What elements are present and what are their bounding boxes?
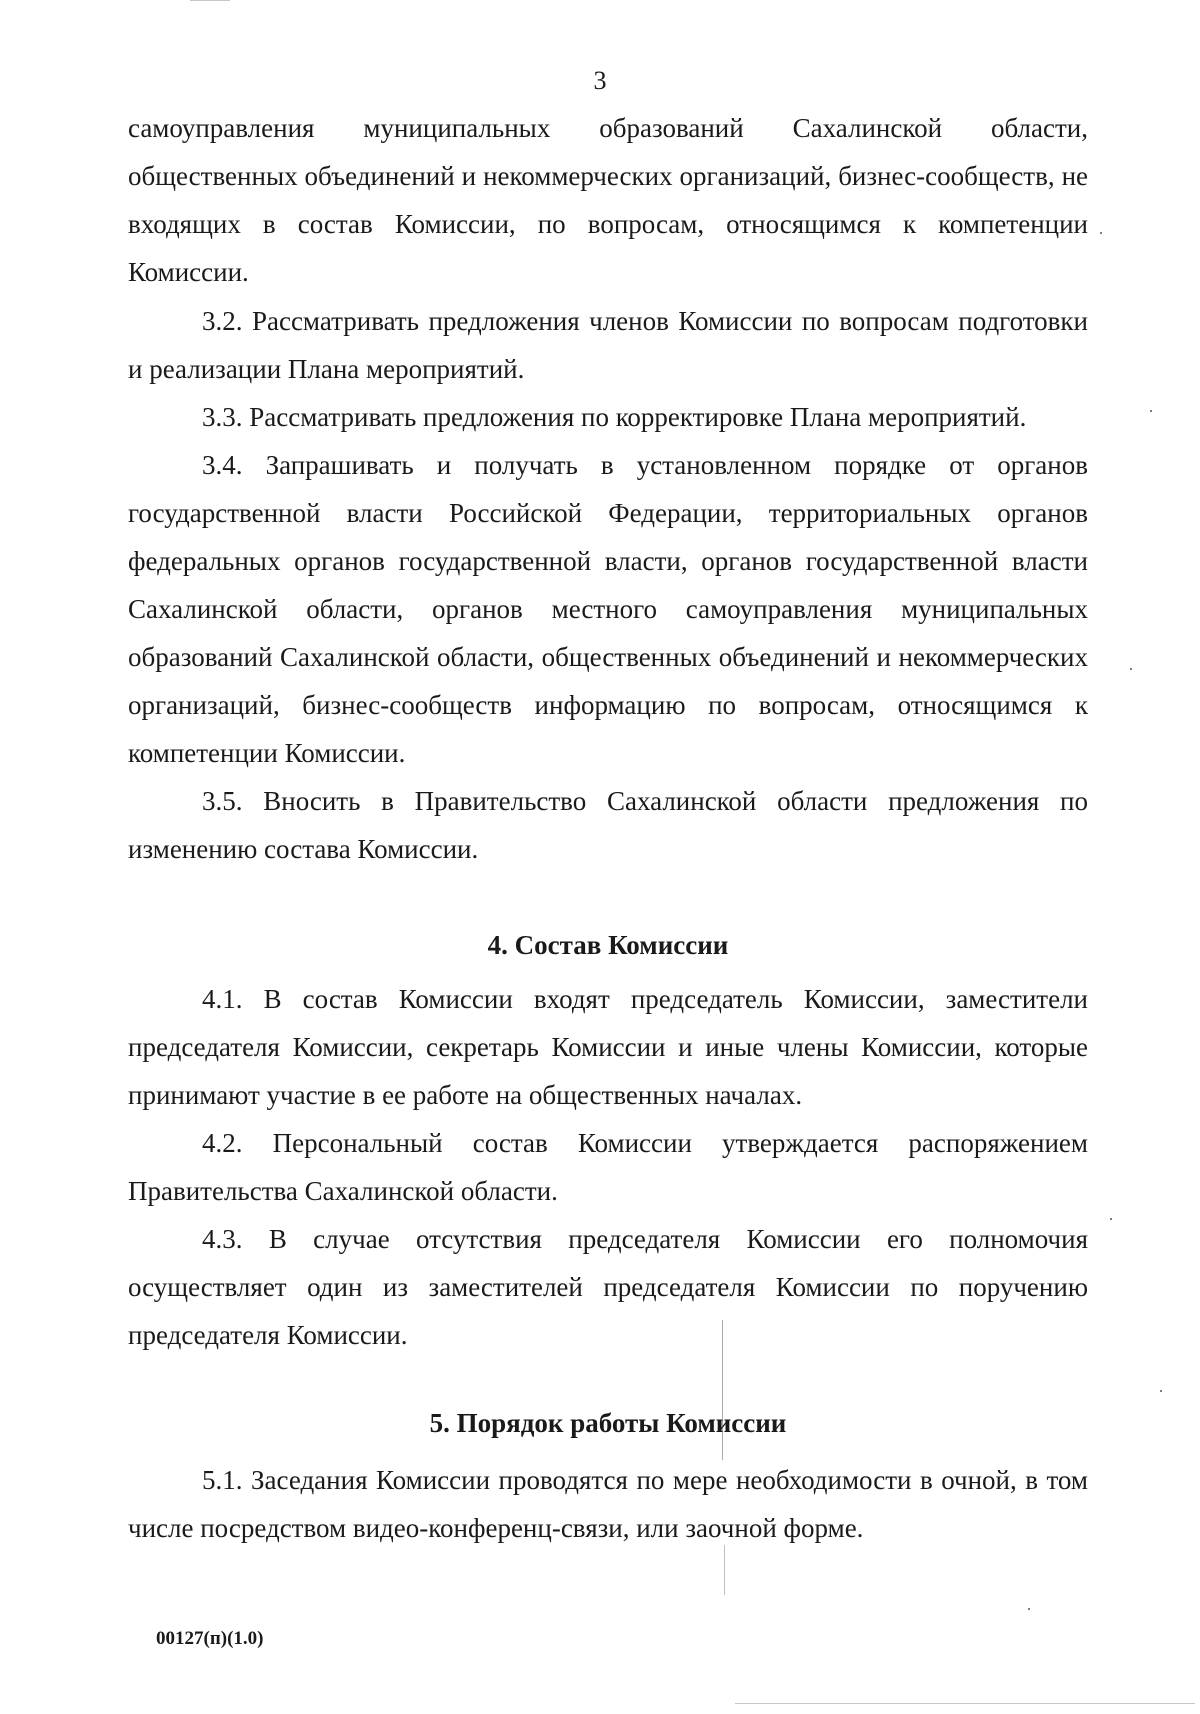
paragraph-3-5: 3.5. Вносить в Правительство Сахалинской области предложения по изменению состава Комиссии. [128, 786, 1088, 864]
scan-artifact-line [724, 1545, 725, 1595]
paragraph-4-2: 4.2. Персональный состав Комиссии утверждается распоряжением Правительства Сахалинской области. [128, 1128, 1088, 1206]
scan-artifact-dot [1160, 1390, 1162, 1392]
paragraph-4-1: 4.1. В состав Комиссии входят председатель Комиссии, заместители председателя Комиссии, секретарь Комиссии и иные члены Комиссии, которые принимают участие в ее работе на общественных началах. [128, 984, 1088, 1110]
paragraph-3-2: 3.2. Рассматривать предложения членов Комиссии по вопросам подготовки и реализации Плана мероприятий. [128, 306, 1088, 384]
scan-artifact-dot [1130, 668, 1132, 670]
page-number: 3 [593, 66, 607, 95]
paragraph-3-3: 3.3. Рассматривать предложения по корректировке Плана мероприятий. [202, 402, 1027, 432]
scan-artifact-dot [1028, 1608, 1030, 1610]
section-5-body [128, 1456, 1088, 1552]
section-4-heading: 4. Состав Комиссии [487, 930, 729, 960]
section-3-body [128, 104, 1088, 873]
scan-artifact-dot [1150, 410, 1152, 412]
paragraph-5-1: 5.1. Заседания Комиссии проводятся по мере необходимости в очной, в том числе посредством видео-конференц-связи, или заочной форме. [128, 1465, 1088, 1543]
section-4-body [128, 975, 1088, 1359]
scan-artifact-dot [1100, 232, 1102, 234]
paragraph-4-3: 4.3. В случае отсутствия председателя Комиссии его полномочия осуществляет один из заместителей председателя Комиссии по поручению председателя Комиссии. [128, 1224, 1088, 1350]
paragraph-3-4: 3.4. Запрашивать и получать в установленном порядке от органов государственной власти Российской Федерации, территориальных органов федеральных органов государственной власти, органов государственной власти Сахалинской области, органов местного самоуправления муниципальных образований Сахалинской области, общественных объединений и некоммерческих организаций, бизнес-сообществ информацию по вопросам, относящимся к компетенции Комиссии. [128, 450, 1088, 768]
scan-artifact-line [722, 1320, 723, 1460]
paragraph-3-1-continuation: самоуправления муниципальных образований Сахалинской области, общественных объединений и некоммерческих организаций, бизнес-сообществ, не входящих в состав Комиссии, по вопросам, относящимся к компетенции Комиссии. [128, 113, 1088, 287]
scan-artifact-bottom-line [735, 1703, 1195, 1704]
document-code: 00127(п)(1.0) [156, 1628, 264, 1649]
section-5-heading: 5. Порядок работы Комиссии [429, 1408, 787, 1438]
scan-artifact-top-line [190, 0, 230, 1]
scan-artifact-dot [1110, 1218, 1112, 1220]
